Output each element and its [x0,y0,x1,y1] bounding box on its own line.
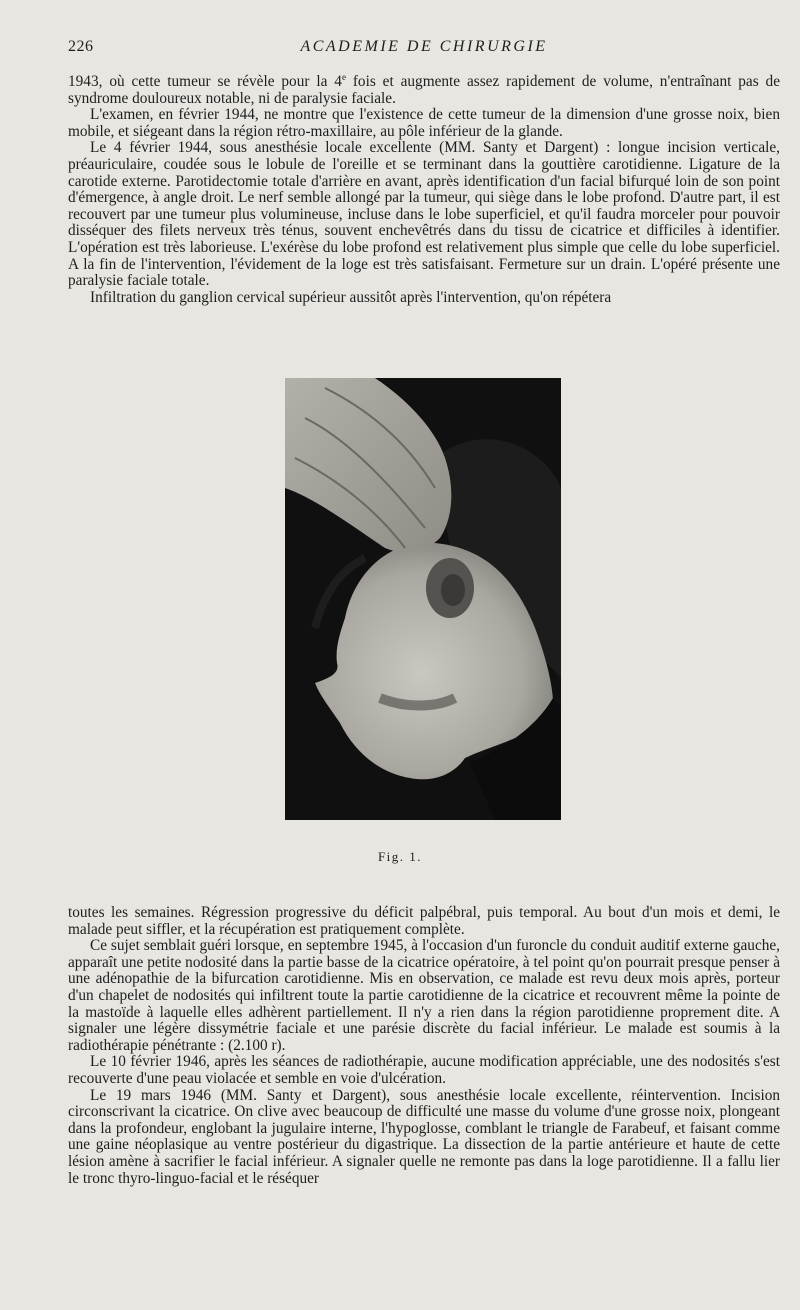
page-header [68,38,780,60]
paragraph-5: toutes les semaines. Régression progressive du déficit palpébral, puis temporal. Au bout d'un mois et demi, le malade peut siffler, et la récupération est pratiquement complète. [68,904,780,938]
paragraph-4: Infiltration du ganglion cervical supérieur aussitôt après l'intervention, qu'on répétera [90,288,612,306]
paragraph-3: Le 4 février 1944, sous anesthésie locale excellente (MM. Santy et Dargent) : longue incision verticale, préauriculaire, coudée sous le lobule de l'oreille et se terminant dans la gouttière carotidienne. Ligature de la carotide externe. Parotidectomie totale d'arrière en avant, après identification d'un facial bifurqué loin de son point d'émergence, à angle droit. Le nerf semble allongé par la tumeur, qui siège dans le lobe profond. D'autre part, il est recouvert par une tumeur plus volumineuse, incluse dans le lobe superficiel, et qu'il faudra morceler pour pouvoir disséquer des filets nerveux très ténus, souvent enchevêtrés dans du tissu de cicatrice et difficiles à identifier. L'opération est très laborieuse. L'exérèse du lobe profond est relativement plus simple que celle du lobe superficiel. A la fin de l'intervention, l'évidement de la loge est très satisfaisant. Fermeture sur un drain. L'opéré présente une paralysie faciale totale. [68,139,780,290]
ordinal-superscript: e [341,71,346,82]
paragraph-8: Le 19 mars 1946 (MM. Santy et Dargent), sous anesthésie locale excellente, réintervention. Incision circonscrivant la cicatrice. On clive avec beaucoup de difficulté une masse du volume d'une grosse noix, plongeant dans la profondeur, englobant la jugulaire interne, l'hypoglosse, comblant le triangle de Farabeuf, et faisant comme une gaine néoplasique au ventre postérieur du digastrique. La dissection de la partie antérieure et haute de cette lésion amène à sacrifier le facial inférieur. A signaler quelle ne remonte pas dans la loge parotidienne. Il a fallu lier le tronc thyro-linguo-facial et le réséquer [68,1086,780,1187]
patient-profile-photo [285,378,561,820]
paragraph-6: Ce sujet semblait guéri lorsque, en septembre 1945, à l'occasion d'un furoncle du conduit auditif externe gauche, apparaît une petite nodosité dans la partie basse de la cicatrice opératoire, à tel point qu'on pourrait presque penser à une adénopathie de la bifurcation carotidienne. Mis en observation, ce malade est revu deux mois après, porteur d'un chapelet de nodosités qui infiltrent toute la partie carotidienne de la cicatrice et recouvrent même la pointe de la mastoïde à laquelle elles adhèrent partiellement. Il n'y a rien dans la région parotidienne proprement dite. A signaler une légère dissymétrie faciale et une parésie discrète du facial inférieur. Le malade est soumis à la radiothérapie pénétrante : (2.100 r). [68,937,780,1054]
text-block-top [68,71,780,306]
figure-photo [285,378,561,820]
running-title: ACADEMIE DE CHIRURGIE [300,38,548,55]
paragraph-7: Le 10 février 1946, après les séances de radiothérapie, aucune modification appréciable, une des nodosités s'est recouverte d'une peau violacée et semble en voie d'ulcération. [68,1053,780,1087]
paragraph-1: 1943, où cette tumeur se révèle pour la 4e fois et augmente assez rapidement de volume, n'entraînant pas de syndrome douloureux notable, ni de paralysie faciale. [68,71,780,107]
figure-caption: Fig. 1. [377,849,423,864]
page-number: 226 [68,38,94,55]
text-block-bottom [68,905,780,1187]
paragraph-2: L'examen, en février 1944, ne montre que l'existence de cette tumeur de la dimension d'une grosse noix, bien mobile, et siégeant dans la région rétro-maxillaire, au pôle inférieur de la glande. [68,106,780,140]
